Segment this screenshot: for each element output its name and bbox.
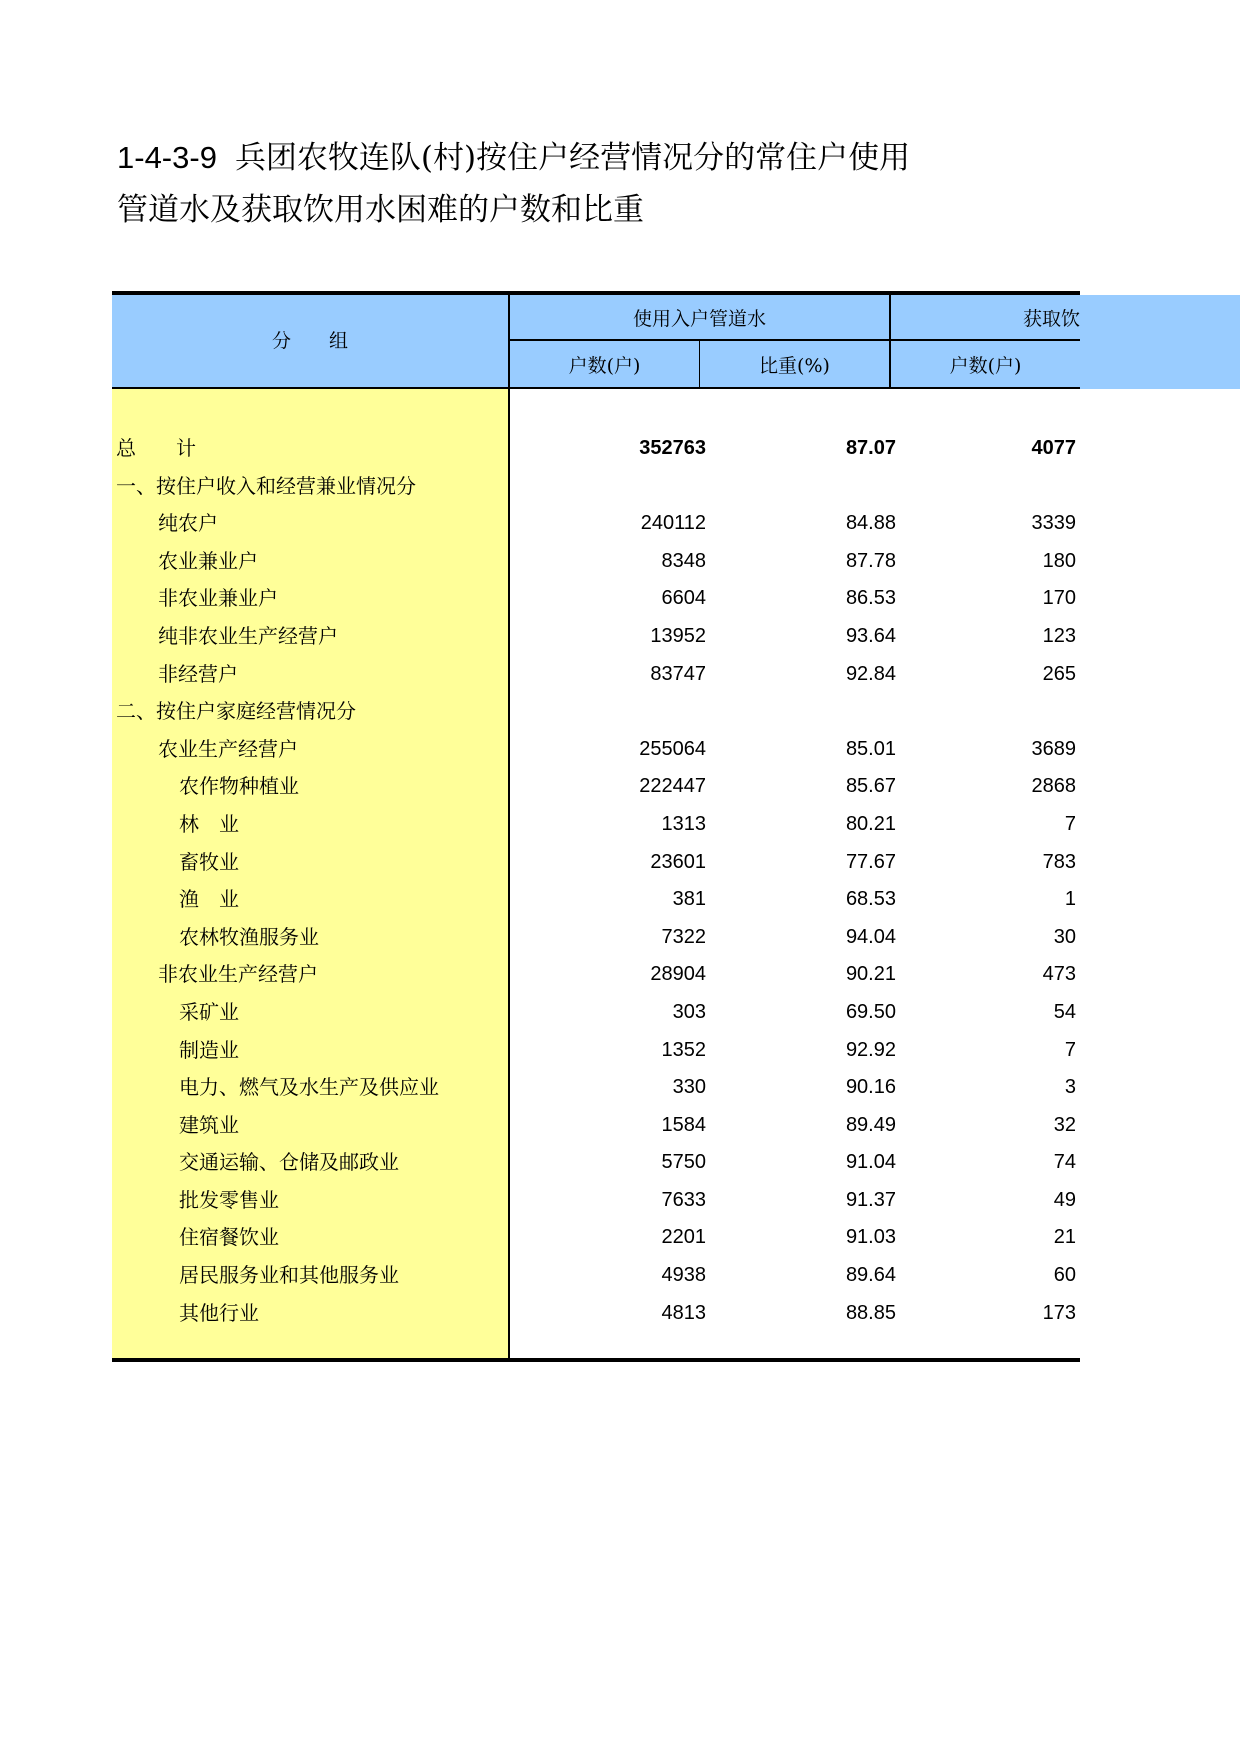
- table-row: [112, 768, 1080, 806]
- table-row: [112, 881, 1080, 919]
- row-label: 畜牧业: [179, 849, 239, 874]
- share-cell: 91.37: [845, 1188, 896, 1211]
- table-row: [112, 806, 1080, 844]
- table-row: [112, 1182, 1080, 1220]
- share-cell: 90.16: [845, 1076, 896, 1099]
- row-label: 林 业: [179, 811, 239, 836]
- share-cell: 77.67: [845, 850, 896, 873]
- title-text-1: 兵团农牧连队(村)按住户经营情况分的常住户使用: [234, 140, 911, 176]
- data-table: [112, 291, 1240, 1363]
- row-label: 纯非农业生产经营户: [158, 623, 338, 648]
- share-cell: 89.49: [845, 1113, 896, 1136]
- difficulty-households-cell: 32: [1053, 1113, 1076, 1136]
- difficulty-households-cell: 265: [1042, 662, 1076, 685]
- households-cell: 2201: [661, 1226, 706, 1249]
- difficulty-households-cell: 180: [1042, 549, 1076, 572]
- row-label: 其他行业: [179, 1300, 259, 1325]
- difficulty-households-cell: 173: [1042, 1301, 1076, 1324]
- households-cell: 7633: [661, 1188, 706, 1211]
- row-label: 非农业兼业户: [158, 586, 278, 611]
- difficulty-households-cell: 30: [1053, 925, 1076, 948]
- difficulty-households-cell: 1: [1064, 888, 1076, 911]
- households-cell: 6604: [661, 587, 706, 610]
- share-cell: 87.78: [845, 549, 896, 572]
- table-row: [112, 505, 1080, 543]
- households-cell: 330: [672, 1076, 706, 1099]
- table-row: [112, 919, 1080, 957]
- row-label: 渔 业: [179, 887, 239, 912]
- households-cell: 7322: [661, 925, 706, 948]
- households-header-2: 户数(户): [949, 355, 1022, 377]
- share-cell: 84.88: [845, 512, 896, 535]
- difficulty-households-cell: 473: [1042, 963, 1076, 986]
- households-cell: 23601: [650, 850, 706, 873]
- share-cell: 86.53: [845, 587, 896, 610]
- row-label: 农业兼业户: [158, 548, 258, 573]
- difficulty-households-cell: 783: [1042, 850, 1076, 873]
- households-cell: 4938: [661, 1264, 706, 1287]
- difficulty-households-cell: 170: [1042, 587, 1076, 610]
- table-row: [112, 468, 1080, 506]
- row-label: 交通运输、仓储及邮政业: [179, 1150, 399, 1175]
- title-line-2: 管道水及获取饮用水困难的户数和比重: [117, 192, 644, 228]
- row-label: 农作物种植业: [179, 774, 299, 799]
- table-row: [112, 1219, 1080, 1257]
- difficulty-households-cell: 74: [1053, 1151, 1076, 1174]
- households-cell: 1584: [661, 1113, 706, 1136]
- row-label: 居民服务业和其他服务业: [179, 1263, 399, 1288]
- table-row: [112, 844, 1080, 882]
- table-row: [112, 994, 1080, 1032]
- title-line-1: [117, 132, 977, 184]
- difficulty-households-cell: 4077: [1031, 437, 1076, 459]
- table-bottom-rule: [112, 1358, 1080, 1362]
- share-cell: 91.03: [845, 1226, 896, 1249]
- share-cell: 85.01: [845, 737, 896, 760]
- table-row: [112, 1295, 1080, 1333]
- difficulty-households-cell: 21: [1053, 1226, 1076, 1249]
- table-row: [112, 693, 1080, 731]
- table-row: [112, 430, 1080, 468]
- households-cell: 303: [672, 1000, 706, 1023]
- table-row: [112, 1069, 1080, 1107]
- row-label: 住宿餐饮业: [179, 1225, 279, 1250]
- table-row: [112, 580, 1080, 618]
- share-cell: 92.92: [845, 1038, 896, 1061]
- difficulty-households-cell: 3339: [1031, 512, 1076, 535]
- households-cell: 28904: [650, 963, 706, 986]
- difficulty-households-cell: 123: [1042, 624, 1076, 647]
- difficulty-households-cell: 7: [1064, 812, 1076, 835]
- page-title: [117, 132, 977, 236]
- table-row: [112, 1257, 1080, 1295]
- table-body: [112, 430, 1080, 1332]
- difficulty-households-cell: 7: [1064, 1038, 1076, 1061]
- share-cell: 69.50: [845, 1000, 896, 1023]
- share-cell: 91.04: [845, 1151, 896, 1174]
- table-row: [112, 543, 1080, 581]
- table-row: [112, 1032, 1080, 1070]
- share-cell: 87.07: [845, 437, 896, 459]
- table-row: [112, 731, 1080, 769]
- row-label: 制造业: [179, 1037, 239, 1062]
- row-label: 农业生产经营户: [158, 736, 298, 761]
- difficulty-households-cell: 3689: [1031, 737, 1076, 760]
- row-label: 总 计: [116, 436, 196, 460]
- households-cell: 13952: [650, 624, 706, 647]
- row-label: 电力、燃气及水生产及供应业: [179, 1075, 439, 1100]
- row-label: 二、按住户家庭经营情况分: [116, 699, 356, 724]
- share-cell: 88.85: [845, 1301, 896, 1324]
- households-cell: 222447: [639, 775, 706, 798]
- share-cell: 85.67: [845, 775, 896, 798]
- share-cell: 92.84: [845, 662, 896, 685]
- households-header: 户数(户): [568, 355, 641, 377]
- row-label: 一、按住户收入和经营兼业情况分: [116, 473, 416, 498]
- table-row: [112, 956, 1080, 994]
- share-header: 比重(%): [759, 355, 830, 377]
- row-label: 农林牧渔服务业: [179, 924, 319, 949]
- difficulty-households-cell: 2868: [1031, 775, 1076, 798]
- difficulty-households-cell: 3: [1064, 1076, 1076, 1099]
- row-label: 非经营户: [158, 661, 238, 686]
- row-label: 非农业生产经营户: [158, 962, 318, 987]
- table-row: [112, 1107, 1080, 1145]
- drinking-water-difficulty-header: 获取饮: [1022, 308, 1080, 330]
- header-mid-rule: [508, 339, 1080, 341]
- share-cell: 93.64: [845, 624, 896, 647]
- difficulty-households-cell: 54: [1053, 1000, 1076, 1023]
- households-cell: 1313: [661, 812, 706, 835]
- row-label: 批发零售业: [179, 1187, 279, 1212]
- share-cell: 94.04: [845, 925, 896, 948]
- difficulty-households-cell: 49: [1053, 1188, 1076, 1211]
- table-number: 1-4-3-9: [117, 140, 217, 175]
- share-cell: 89.64: [845, 1264, 896, 1287]
- households-cell: 5750: [661, 1151, 706, 1174]
- table-row: [112, 656, 1080, 694]
- households-cell: 8348: [661, 549, 706, 572]
- households-cell: 4813: [661, 1301, 706, 1324]
- households-cell: 381: [672, 888, 706, 911]
- households-cell: 255064: [639, 737, 706, 760]
- row-label: 建筑业: [179, 1112, 239, 1137]
- households-cell: 83747: [650, 662, 706, 685]
- piped-water-header: 使用入户管道水: [632, 308, 766, 330]
- header-bottom-rule: [112, 387, 1080, 389]
- difficulty-households-cell: 60: [1053, 1264, 1076, 1287]
- households-cell: 240112: [640, 512, 706, 535]
- table-row: [112, 618, 1080, 656]
- row-label: 纯农户: [158, 511, 218, 536]
- table-row: [112, 1144, 1080, 1182]
- row-label: 采矿业: [179, 999, 239, 1024]
- share-cell: 68.53: [845, 888, 896, 911]
- share-cell: 80.21: [845, 812, 896, 835]
- households-cell: 352763: [639, 437, 706, 459]
- households-cell: 1352: [661, 1038, 706, 1061]
- group-header: 分 组: [271, 330, 348, 352]
- share-cell: 90.21: [845, 963, 896, 986]
